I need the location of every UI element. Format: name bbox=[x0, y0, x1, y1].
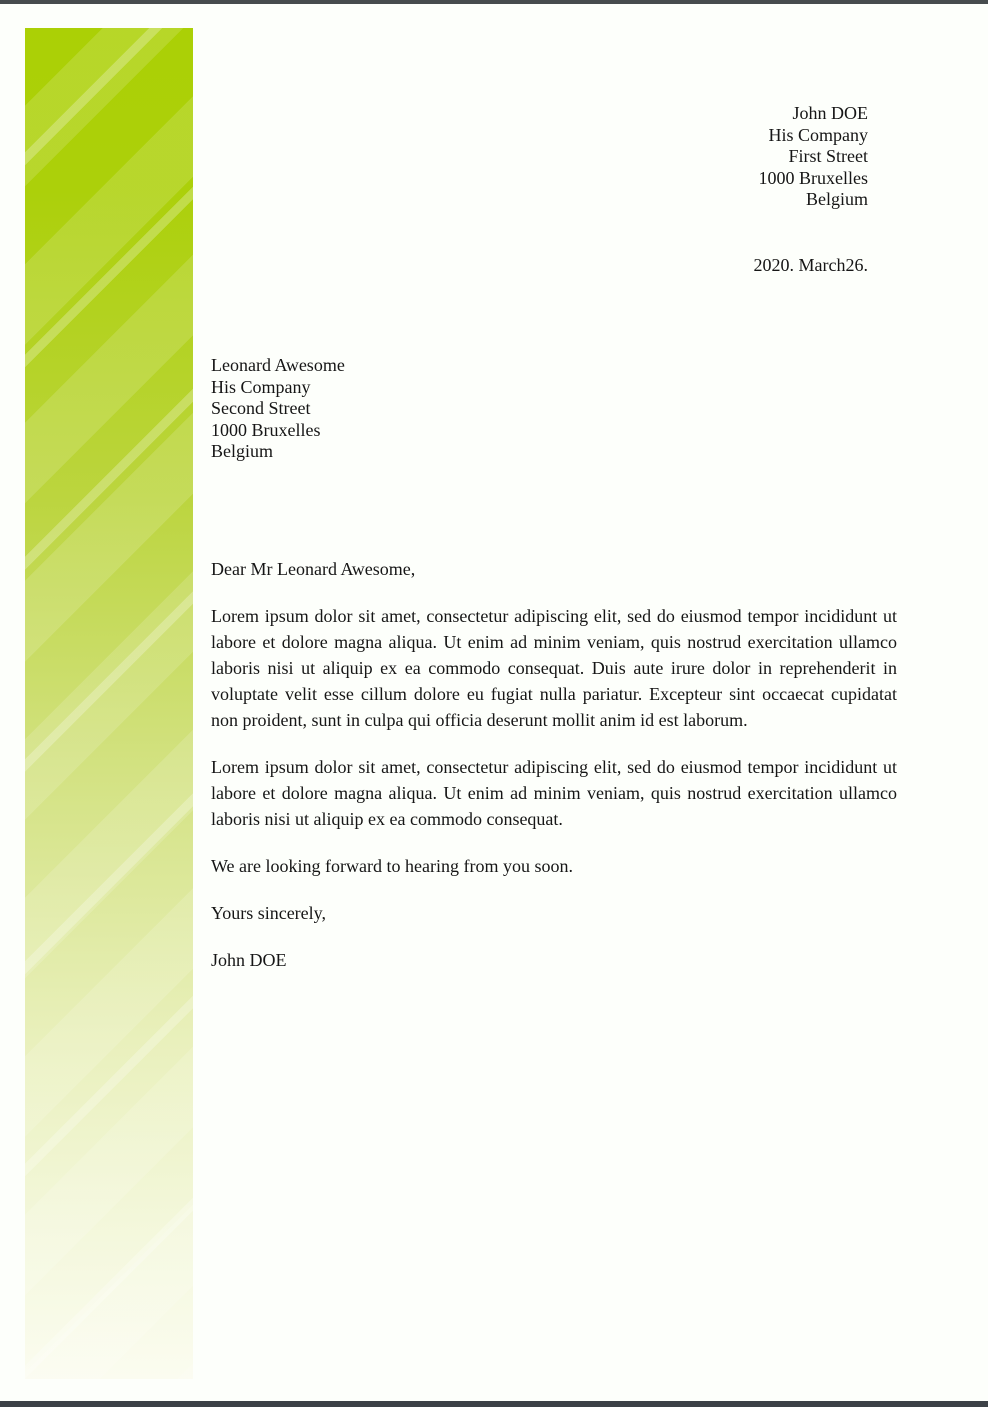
letter-body bbox=[211, 556, 897, 973]
sender-address-block bbox=[759, 103, 869, 211]
sender-name: John DOE bbox=[792, 103, 868, 123]
recipient-street: Second Street bbox=[211, 398, 311, 418]
body-paragraph-2: Lorem ipsum dolor sit amet, consectetur adipiscing elit, sed do eiusmod tempor incididunt ut labore et dolore magna aliqua. Ut enim ad minim veniam, quis nostrud exercitation ullamco laboris nisi ut aliquip ex ea commodo consequat. bbox=[211, 757, 897, 829]
sender-city: 1000 Bruxelles bbox=[758, 167, 868, 188]
recipient-address-block bbox=[211, 355, 345, 463]
salutation: Dear Mr Leonard Awesome, bbox=[211, 559, 416, 579]
document-top-edge bbox=[0, 0, 988, 4]
body-paragraph-1: Lorem ipsum dolor sit amet, consectetur adipiscing elit, sed do eiusmod tempor incididunt ut labore et dolore magna aliqua. Ut enim ad minim veniam, quis nostrud exercitation ullamco laboris nisi ut aliquip ex ea commodo consequat. Duis aute irure dolor in reprehenderit in voluptate velit esse cillum dolore eu fugiat nulla pariatur. Excepteur sint occaecat cupidatat non proident, sunt in culpa qui officia deserunt mollit anim id est laborum. bbox=[211, 606, 897, 730]
sender-company: His Company bbox=[768, 124, 868, 145]
recipient-name: Leonard Awesome bbox=[211, 355, 345, 375]
recipient-city: 1000 Bruxelles bbox=[211, 419, 321, 440]
signature-name: John DOE bbox=[211, 950, 287, 970]
document-bottom-edge bbox=[0, 1401, 988, 1407]
recipient-country: Belgium bbox=[211, 441, 273, 461]
sender-street: First Street bbox=[788, 146, 868, 166]
recipient-company: His Company bbox=[211, 376, 311, 397]
valediction: Yours sincerely, bbox=[211, 903, 326, 923]
sender-country: Belgium bbox=[806, 189, 868, 209]
green-gradient-sidebar bbox=[25, 28, 193, 1379]
closing-line: We are looking forward to hearing from you soon. bbox=[211, 856, 573, 876]
date-line: 2020. March26. bbox=[753, 255, 868, 275]
